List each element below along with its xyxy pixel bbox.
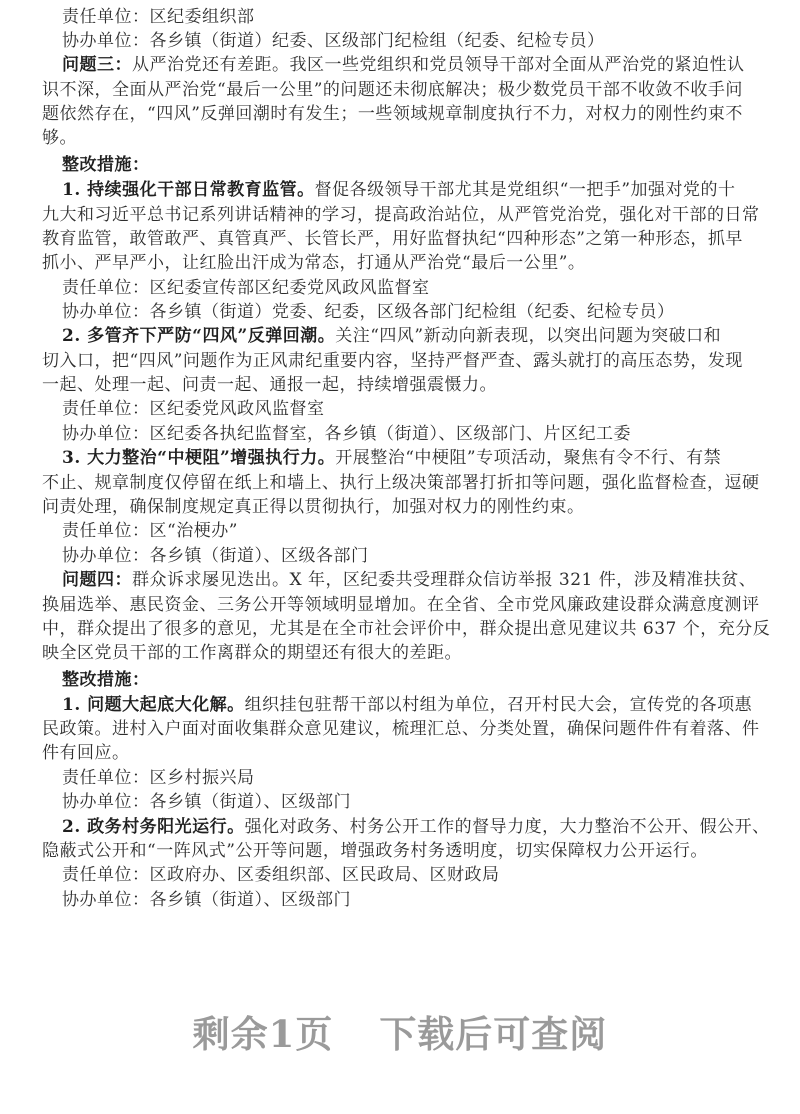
line-text: 协办单位：各乡镇（街道）纪委、区级部门纪检组（纪委、纪检专员） (62, 31, 605, 51)
text-line (42, 373, 497, 397)
line-text: 关注“四风”新动向新表现，以突出问题为突破口和 (335, 326, 722, 346)
bold-heading: 1. 问题大起底大化解。 (62, 695, 245, 715)
text-line (42, 78, 743, 102)
text-line (62, 153, 150, 177)
line-text: 一起、处理一起、问责一起、通报一起，持续增强震慑力。 (42, 375, 497, 395)
text-line (62, 300, 675, 324)
text-line (42, 349, 743, 373)
line-text: 题依然存在，“四风”反弹回潮时有发生；一些领域规章制度执行不力，对权力的刚性约束不 (42, 104, 743, 124)
text-line (62, 863, 500, 887)
download-to-read-text: 下载后可查阅 (379, 1012, 608, 1056)
line-text: 责任单位：区乡村振兴局 (62, 768, 255, 788)
text-line (42, 741, 130, 765)
line-text: 够。 (42, 128, 77, 148)
download-watermark[interactable] (0, 1004, 800, 1058)
text-line (62, 766, 255, 790)
line-text: 群众诉求屡见迭出。X 年，区纪委共受理群众信访举报 321 件，涉及精准扶贫、 (132, 570, 757, 590)
text-line (62, 5, 255, 29)
text-line (62, 324, 721, 348)
text-line (62, 519, 238, 543)
line-text: 开展整治“中梗阻”专项活动，聚焦有令不行、有禁 (335, 448, 722, 468)
text-line (42, 251, 585, 275)
text-line (62, 888, 351, 912)
line-text: 强化对政务、村务公开工作的督导力度，大力整治不公开、假公开、 (244, 817, 770, 837)
text-line (62, 53, 745, 77)
text-line (62, 815, 770, 839)
text-line (62, 422, 631, 446)
bold-heading: 问题三： (62, 55, 132, 75)
text-line (42, 126, 77, 150)
line-text: 切入口，把“四风”问题作为正风肃纪重要内容，坚持严督严查、露头就打的高压态势，发现 (42, 351, 743, 371)
bold-heading: 整改措施： (62, 155, 150, 175)
bold-heading: 整改措施： (62, 670, 150, 690)
line-text: 映全区党员干部的工作离群众的期望还有很大的差距。 (42, 643, 462, 663)
line-text: 不止、规章制度仅停留在纸上和墙上、执行上级决策部署打折扣等问题，强化监督检查，逗硬 (42, 473, 760, 493)
bold-heading: 问题四： (62, 570, 132, 590)
text-line (42, 717, 760, 741)
line-text: 问责处理，确保制度规定真正得以贯彻执行，加强对权力的刚性约束。 (42, 497, 585, 517)
line-text: 责任单位：区政府办、区委组织部、区民政局、区财政局 (62, 865, 500, 885)
text-line (62, 544, 369, 568)
text-line (62, 790, 351, 814)
line-text: 民政策。进村入户面对面收集群众意见建议，梳理汇总、分类处置，确保问题件件有着落、件 (42, 719, 760, 739)
line-text: 责任单位：区纪委党风政风监督室 (62, 399, 325, 419)
text-line (62, 568, 756, 592)
line-text: 责任单位：区纪委宣传部区纪委党风政风监督室 (62, 278, 430, 298)
text-line (62, 397, 325, 421)
line-text: 九大和习近平总书记系列讲话精神的学习，提高政治站位，从严管党治党，强化对干部的日常 (42, 205, 760, 225)
line-text: 责任单位：区纪委组织部 (62, 7, 255, 27)
line-text: 件有回应。 (42, 743, 130, 763)
text-line (42, 839, 708, 863)
text-line (42, 203, 760, 227)
line-text: 协办单位：区纪委各执纪监督室，各乡镇（街道）、区级部门、片区纪工委 (62, 424, 631, 444)
bold-heading: 2. 政务村务阳光运行。 (62, 817, 245, 837)
text-line (62, 29, 605, 53)
line-text: 换届选举、惠民资金、三务公开等领域明显增加。在全省、全市党风廉政建设群众满意度测评 (42, 595, 760, 615)
remaining-pages-text: 剩余1页 (192, 1012, 334, 1056)
text-line (62, 178, 736, 202)
text-line (42, 617, 770, 641)
line-text: 教育监管，敢管敢严、真管真严、长管长严，用好监督执纪“四种形态”之第一种形态，抓早 (42, 229, 743, 249)
text-line (62, 668, 150, 692)
line-text: 协办单位：各乡镇（街道）、区级部门 (62, 792, 351, 812)
line-text: 督促各级领导干部尤其是党组织“一把手”加强对党的十 (314, 180, 736, 200)
text-line (42, 227, 743, 251)
text-line (62, 693, 752, 717)
line-text: 协办单位：各乡镇（街道）党委、纪委，区级各部门纪检组（纪委、纪检专员） (62, 302, 675, 322)
bold-heading: 1. 持续强化干部日常教育监管。 (62, 180, 315, 200)
line-text: 隐蔽式公开和“一阵风式”公开等问题，增强政务村务透明度，切实保障权力公开运行。 (42, 841, 708, 861)
text-line (42, 593, 760, 617)
bold-heading: 2. 多管齐下严防“四风”反弹回潮。 (62, 326, 336, 346)
text-line (42, 471, 760, 495)
line-text: 组织挂包驻帮干部以村组为单位，召开村民大会，宣传党的各项惠 (244, 695, 753, 715)
line-text: 协办单位：各乡镇（街道）、区级部门 (62, 890, 351, 910)
line-text: 协办单位：各乡镇（街道）、区级各部门 (62, 546, 369, 566)
bold-heading: 3. 大力整治“中梗阻”增强执行力。 (62, 448, 336, 468)
line-text: 识不深，全面从严治党“最后一公里”的问题还未彻底解决；极少数党员干部不收敛不收手问 (42, 80, 743, 100)
text-line (42, 102, 743, 126)
text-line (62, 446, 721, 470)
text-line (42, 641, 462, 665)
text-line (62, 276, 430, 300)
line-text: 中，群众提出了很多的意见，尤其是在全市社会评价中，群众提出意见建议共 637 个，充分反 (42, 619, 771, 639)
text-line (42, 495, 585, 519)
line-text: 抓小、严早严小，让红脸出汗成为常态，打通从严治党“最后一公里”。 (42, 253, 586, 273)
line-text: 从严治党还有差距。我区一些党组织和党员领导干部对全面从严治党的紧迫性认 (132, 55, 745, 75)
line-text: 责任单位：区“治梗办” (62, 521, 238, 541)
